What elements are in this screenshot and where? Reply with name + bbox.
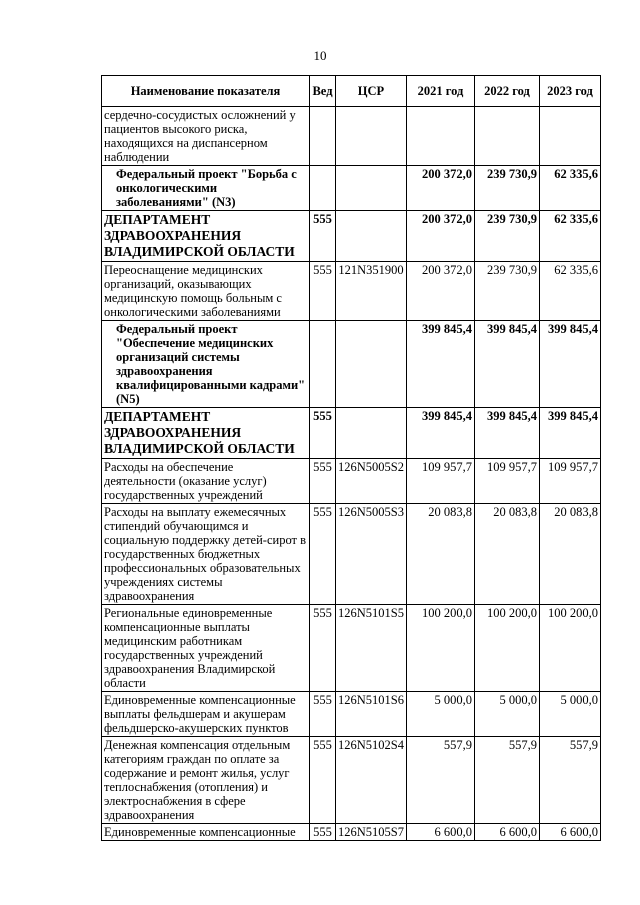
cell-name: сердечно-сосудистых осложнений у пациентов высокого риска, находящихся на диспансерном наблюдении <box>102 107 310 166</box>
cell-csr: 126N5005S3 <box>336 504 407 605</box>
cell-name: Расходы на выплату ежемесячных стипендий обучающимся и социальную поддержку детей-сирот в государственных бюджетных профессиональных образовательных учреждениях системы здравоохранения <box>102 504 310 605</box>
table-header-row <box>102 76 601 107</box>
page-number: 10 <box>313 48 327 63</box>
cell-2022: 100 200,0 <box>474 605 539 692</box>
cell-2022: 20 083,8 <box>474 504 539 605</box>
cell-csr <box>336 321 407 408</box>
cell-ved <box>310 321 336 408</box>
cell-ved: 555 <box>310 737 336 824</box>
cell-name: Расходы на обеспечение деятельности (оказание услуг) государственных учреждений <box>102 459 310 504</box>
cell-csr <box>336 408 407 459</box>
cell-2022: 109 957,7 <box>474 459 539 504</box>
cell-2021: 100 200,0 <box>406 605 474 692</box>
cell-2023 <box>539 107 600 166</box>
cell-2022: 239 730,9 <box>474 211 539 262</box>
header-2022: 2022 год <box>474 76 539 107</box>
header-name: Наименование показателя <box>102 76 310 107</box>
cell-name: Федеральный проект "Борьба с онкологическими заболеваниями" (N3) <box>102 166 310 211</box>
cell-name: Региональные единовременные компенсационные выплаты медицинским работникам государственных учреждений здравоохранения Владимирской области <box>102 605 310 692</box>
cell-2021: 6 600,0 <box>406 824 474 841</box>
cell-2023: 20 083,8 <box>539 504 600 605</box>
cell-csr: 126N5101S6 <box>336 692 407 737</box>
table-row <box>102 737 601 824</box>
cell-2021: 200 372,0 <box>406 262 474 321</box>
table-row <box>102 605 601 692</box>
cell-2023: 399 845,4 <box>539 408 600 459</box>
cell-2021: 200 372,0 <box>406 166 474 211</box>
table-row <box>102 824 601 841</box>
cell-2023: 62 335,6 <box>539 211 600 262</box>
cell-2022: 239 730,9 <box>474 166 539 211</box>
cell-csr <box>336 166 407 211</box>
cell-csr: 126N5101S5 <box>336 605 407 692</box>
cell-2021: 399 845,4 <box>406 321 474 408</box>
cell-name: Единовременные компенсационные <box>102 824 310 841</box>
cell-name: ДЕПАРТАМЕНТ ЗДРАВООХРАНЕНИЯ ВЛАДИМИРСКОЙ ОБЛАСТИ <box>102 211 310 262</box>
cell-2023: 5 000,0 <box>539 692 600 737</box>
cell-name: Единовременные компенсационные выплаты фельдшерам и акушерам фельдшерско-акушерских пунктов <box>102 692 310 737</box>
cell-2021: 557,9 <box>406 737 474 824</box>
table-row <box>102 107 601 166</box>
cell-2021: 5 000,0 <box>406 692 474 737</box>
header-ved: Вед <box>310 76 336 107</box>
cell-2022: 399 845,4 <box>474 408 539 459</box>
cell-2022: 5 000,0 <box>474 692 539 737</box>
cell-ved: 555 <box>310 459 336 504</box>
table-row <box>102 459 601 504</box>
cell-ved <box>310 166 336 211</box>
cell-2021: 200 372,0 <box>406 211 474 262</box>
table-body <box>102 107 601 841</box>
table-row <box>102 211 601 262</box>
cell-2022: 557,9 <box>474 737 539 824</box>
cell-2022: 399 845,4 <box>474 321 539 408</box>
table-row <box>102 321 601 408</box>
cell-name: Федеральный проект "Обеспечение медицинских организаций системы здравоохранения квалифицированными кадрами" (N5) <box>102 321 310 408</box>
cell-ved: 555 <box>310 408 336 459</box>
header-csr: ЦСР <box>336 76 407 107</box>
cell-2022: 239 730,9 <box>474 262 539 321</box>
cell-csr: 126N5102S4 <box>336 737 407 824</box>
cell-csr: 126N5005S2 <box>336 459 407 504</box>
cell-2023: 399 845,4 <box>539 321 600 408</box>
table-row <box>102 262 601 321</box>
cell-ved: 555 <box>310 262 336 321</box>
table-row <box>102 504 601 605</box>
cell-name: ДЕПАРТАМЕНТ ЗДРАВООХРАНЕНИЯ ВЛАДИМИРСКОЙ ОБЛАСТИ <box>102 408 310 459</box>
cell-csr: 126N5105S7 <box>336 824 407 841</box>
cell-2023: 62 335,6 <box>539 262 600 321</box>
header-2023: 2023 год <box>539 76 600 107</box>
cell-ved: 555 <box>310 605 336 692</box>
cell-ved: 555 <box>310 211 336 262</box>
cell-2022: 6 600,0 <box>474 824 539 841</box>
cell-csr: 121N351900 <box>336 262 407 321</box>
cell-2021: 109 957,7 <box>406 459 474 504</box>
cell-name: Денежная компенсация отдельным категориям граждан по оплате за содержание и ремонт жилья, услуг теплоснабжения (отопления) и электроснабжения в сфере здравоохранения <box>102 737 310 824</box>
cell-ved: 555 <box>310 692 336 737</box>
cell-2021 <box>406 107 474 166</box>
cell-2023: 109 957,7 <box>539 459 600 504</box>
header-2021: 2021 год <box>406 76 474 107</box>
table-row <box>102 166 601 211</box>
cell-ved <box>310 107 336 166</box>
cell-2023: 557,9 <box>539 737 600 824</box>
cell-2023: 100 200,0 <box>539 605 600 692</box>
cell-ved: 555 <box>310 504 336 605</box>
cell-2023: 6 600,0 <box>539 824 600 841</box>
cell-name: Переоснащение медицинских организаций, оказывающих медицинскую помощь больным с онкологическими заболеваниями <box>102 262 310 321</box>
cell-2022 <box>474 107 539 166</box>
budget-table <box>101 75 601 841</box>
cell-2023: 62 335,6 <box>539 166 600 211</box>
cell-csr <box>336 107 407 166</box>
table-row <box>102 692 601 737</box>
cell-ved: 555 <box>310 824 336 841</box>
table-row <box>102 408 601 459</box>
cell-2021: 399 845,4 <box>406 408 474 459</box>
cell-csr <box>336 211 407 262</box>
cell-2021: 20 083,8 <box>406 504 474 605</box>
